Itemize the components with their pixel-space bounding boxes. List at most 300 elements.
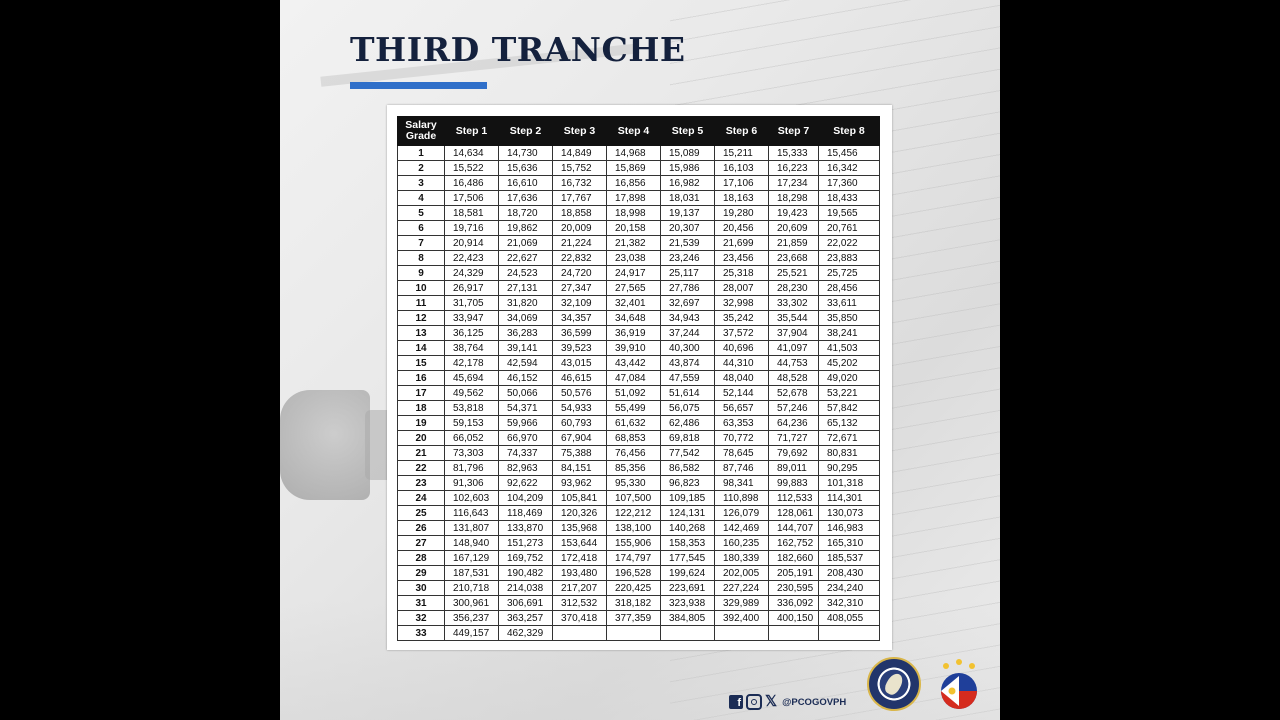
- salary-cell: 38,241: [819, 326, 880, 341]
- salary-cell: 87,746: [715, 461, 769, 476]
- salary-cell: 185,537: [819, 551, 880, 566]
- table-row: [398, 521, 880, 536]
- table-row: [398, 626, 880, 641]
- header-step-2: Step 2: [499, 117, 553, 146]
- salary-cell: 54,371: [499, 401, 553, 416]
- page-title: THIRD TRANCHE: [350, 30, 686, 69]
- salary-cell: 20,914: [445, 236, 499, 251]
- salary-cell: 43,015: [553, 356, 607, 371]
- instagram-icon: [746, 694, 762, 710]
- salary-cell: 356,237: [445, 611, 499, 626]
- seal-quill-icon: [882, 671, 905, 697]
- salary-cell: 36,599: [553, 326, 607, 341]
- salary-cell: 54,933: [553, 401, 607, 416]
- grade-cell: 14: [398, 341, 445, 356]
- salary-cell: 214,038: [499, 581, 553, 596]
- salary-cell: 47,084: [607, 371, 661, 386]
- salary-cell: 65,132: [819, 416, 880, 431]
- social-handle: @PCOGOVPH: [782, 696, 847, 708]
- header-step-8: Step 8: [819, 117, 880, 146]
- salary-cell: 306,691: [499, 596, 553, 611]
- table-row: [398, 236, 880, 251]
- salary-cell: 48,528: [769, 371, 819, 386]
- salary-cell: 96,823: [661, 476, 715, 491]
- salary-cell: 32,109: [553, 296, 607, 311]
- salary-cell: 208,430: [819, 566, 880, 581]
- salary-cell: 300,961: [445, 596, 499, 611]
- salary-cell: 38,764: [445, 341, 499, 356]
- salary-cell: 124,131: [661, 506, 715, 521]
- table-row: [398, 296, 880, 311]
- salary-cell: 174,797: [607, 551, 661, 566]
- grade-cell: 27: [398, 536, 445, 551]
- salary-cell: 15,333: [769, 146, 819, 161]
- salary-cell: 19,137: [661, 206, 715, 221]
- salary-cell: 39,910: [607, 341, 661, 356]
- grade-cell: 21: [398, 446, 445, 461]
- salary-cell: 73,303: [445, 446, 499, 461]
- grade-cell: 19: [398, 416, 445, 431]
- salary-cell: 144,707: [769, 521, 819, 536]
- salary-cell: 24,523: [499, 266, 553, 281]
- philippine-flag-logo: [932, 658, 986, 710]
- salary-cell: 120,326: [553, 506, 607, 521]
- salary-cell: 146,983: [819, 521, 880, 536]
- salary-cell: 131,807: [445, 521, 499, 536]
- salary-cell: 27,786: [661, 281, 715, 296]
- salary-cell: 234,240: [819, 581, 880, 596]
- salary-cell: 23,038: [607, 251, 661, 266]
- salary-cell: 33,947: [445, 311, 499, 326]
- table-row: [398, 416, 880, 431]
- table-row: [398, 446, 880, 461]
- salary-cell: 37,904: [769, 326, 819, 341]
- salary-cell: 41,503: [819, 341, 880, 356]
- salary-cell: 230,595: [769, 581, 819, 596]
- salary-cell: 35,544: [769, 311, 819, 326]
- salary-cell: 151,273: [499, 536, 553, 551]
- salary-cell: 153,644: [553, 536, 607, 551]
- grade-cell: 4: [398, 191, 445, 206]
- salary-cell: 21,224: [553, 236, 607, 251]
- grade-cell: 33: [398, 626, 445, 641]
- salary-cell: 400,150: [769, 611, 819, 626]
- grade-cell: 7: [398, 236, 445, 251]
- salary-cell: 18,298: [769, 191, 819, 206]
- salary-cell: 18,031: [661, 191, 715, 206]
- infographic-panel: [280, 0, 1000, 720]
- grade-cell: 9: [398, 266, 445, 281]
- salary-cell: 31,705: [445, 296, 499, 311]
- salary-cell: 75,388: [553, 446, 607, 461]
- salary-cell: 126,079: [715, 506, 769, 521]
- salary-cell: 22,423: [445, 251, 499, 266]
- salary-cell: 82,963: [499, 461, 553, 476]
- salary-cell: 187,531: [445, 566, 499, 581]
- salary-cell: 312,532: [553, 596, 607, 611]
- salary-cell: 27,347: [553, 281, 607, 296]
- grade-cell: 31: [398, 596, 445, 611]
- header-step-6: Step 6: [715, 117, 769, 146]
- table-row: [398, 431, 880, 446]
- salary-cell: 15,211: [715, 146, 769, 161]
- salary-cell: 68,853: [607, 431, 661, 446]
- salary-cell: 25,117: [661, 266, 715, 281]
- salary-cell: 102,603: [445, 491, 499, 506]
- salary-cell: 110,898: [715, 491, 769, 506]
- salary-cell: 180,339: [715, 551, 769, 566]
- facebook-icon: f: [729, 695, 743, 709]
- salary-cell: 56,075: [661, 401, 715, 416]
- salary-cell: 70,772: [715, 431, 769, 446]
- table-row: [398, 311, 880, 326]
- salary-cell: 220,425: [607, 581, 661, 596]
- salary-cell: 160,235: [715, 536, 769, 551]
- salary-cell: 148,940: [445, 536, 499, 551]
- salary-cell: 66,970: [499, 431, 553, 446]
- salary-cell: 384,805: [661, 611, 715, 626]
- salary-cell: 17,360: [819, 176, 880, 191]
- salary-cell: 16,732: [553, 176, 607, 191]
- salary-cell: 77,542: [661, 446, 715, 461]
- salary-cell: 63,353: [715, 416, 769, 431]
- salary-cell: 162,752: [769, 536, 819, 551]
- salary-cell: 26,917: [445, 281, 499, 296]
- salary-cell: 33,611: [819, 296, 880, 311]
- salary-cell: 51,092: [607, 386, 661, 401]
- grade-cell: 17: [398, 386, 445, 401]
- salary-cell: 59,153: [445, 416, 499, 431]
- salary-cell: 57,246: [769, 401, 819, 416]
- grade-cell: 16: [398, 371, 445, 386]
- salary-cell: 101,318: [819, 476, 880, 491]
- grade-cell: 2: [398, 161, 445, 176]
- table-row: [398, 551, 880, 566]
- salary-cell: 19,862: [499, 221, 553, 236]
- salary-cell: 86,582: [661, 461, 715, 476]
- table-row: [398, 281, 880, 296]
- salary-cell: 21,069: [499, 236, 553, 251]
- salary-cell: 14,730: [499, 146, 553, 161]
- salary-cell: 323,938: [661, 596, 715, 611]
- salary-cell: 34,357: [553, 311, 607, 326]
- salary-cell: 91,306: [445, 476, 499, 491]
- salary-cell: 34,069: [499, 311, 553, 326]
- salary-cell: 15,986: [661, 161, 715, 176]
- salary-cell: 61,632: [607, 416, 661, 431]
- salary-cell: 44,310: [715, 356, 769, 371]
- salary-cell: 20,761: [819, 221, 880, 236]
- salary-cell: 14,849: [553, 146, 607, 161]
- salary-cell: 27,131: [499, 281, 553, 296]
- salary-cell: 17,234: [769, 176, 819, 191]
- salary-cell: 21,382: [607, 236, 661, 251]
- salary-cell: 190,482: [499, 566, 553, 581]
- salary-cell: 27,565: [607, 281, 661, 296]
- salary-cell: 130,073: [819, 506, 880, 521]
- table-row: [398, 341, 880, 356]
- grade-cell: 13: [398, 326, 445, 341]
- salary-cell: 45,202: [819, 356, 880, 371]
- salary-cell: 33,302: [769, 296, 819, 311]
- salary-cell: 217,207: [553, 581, 607, 596]
- header-step-3: Step 3: [553, 117, 607, 146]
- salary-cell: 18,163: [715, 191, 769, 206]
- salary-cell: 22,832: [553, 251, 607, 266]
- salary-cell: 138,100: [607, 521, 661, 536]
- table-row: [398, 266, 880, 281]
- salary-cell: 48,040: [715, 371, 769, 386]
- salary-cell: 19,423: [769, 206, 819, 221]
- grade-cell: 1: [398, 146, 445, 161]
- salary-cell: 15,456: [819, 146, 880, 161]
- salary-cell: 46,152: [499, 371, 553, 386]
- grade-cell: 20: [398, 431, 445, 446]
- salary-cell: 202,005: [715, 566, 769, 581]
- salary-cell: 92,622: [499, 476, 553, 491]
- salary-cell: 15,636: [499, 161, 553, 176]
- salary-cell: 98,341: [715, 476, 769, 491]
- salary-cell: 449,157: [445, 626, 499, 641]
- salary-cell: 59,966: [499, 416, 553, 431]
- table-row: [398, 326, 880, 341]
- salary-cell: 172,418: [553, 551, 607, 566]
- salary-cell: 74,337: [499, 446, 553, 461]
- grade-cell: 3: [398, 176, 445, 191]
- salary-cell: 43,442: [607, 356, 661, 371]
- table-row: [398, 491, 880, 506]
- background-gavel-head: [280, 390, 370, 500]
- header-step-1: Step 1: [445, 117, 499, 146]
- salary-cell: 99,883: [769, 476, 819, 491]
- salary-cell: 80,831: [819, 446, 880, 461]
- salary-cell: 62,486: [661, 416, 715, 431]
- salary-cell: 19,280: [715, 206, 769, 221]
- salary-cell: 78,645: [715, 446, 769, 461]
- salary-cell: 128,061: [769, 506, 819, 521]
- salary-cell: 72,671: [819, 431, 880, 446]
- salary-cell: 35,850: [819, 311, 880, 326]
- salary-cell: 223,691: [661, 581, 715, 596]
- table-row: [398, 401, 880, 416]
- table-row: [398, 506, 880, 521]
- grade-cell: 30: [398, 581, 445, 596]
- table-row: [398, 476, 880, 491]
- salary-cell: 39,141: [499, 341, 553, 356]
- salary-cell: 52,144: [715, 386, 769, 401]
- grade-cell: 5: [398, 206, 445, 221]
- header-step-5: Step 5: [661, 117, 715, 146]
- salary-cell: 15,869: [607, 161, 661, 176]
- salary-cell: 109,185: [661, 491, 715, 506]
- salary-cell: 39,523: [553, 341, 607, 356]
- table-row: [398, 206, 880, 221]
- header-step-7: Step 7: [769, 117, 819, 146]
- salary-cell: 85,356: [607, 461, 661, 476]
- salary-cell: 169,752: [499, 551, 553, 566]
- grade-cell: 28: [398, 551, 445, 566]
- grade-cell: 18: [398, 401, 445, 416]
- salary-cell: 71,727: [769, 431, 819, 446]
- table-row: [398, 566, 880, 581]
- salary-cell: 16,103: [715, 161, 769, 176]
- table-row: [398, 386, 880, 401]
- salary-cell: 31,820: [499, 296, 553, 311]
- salary-cell: 90,295: [819, 461, 880, 476]
- salary-cell: 227,224: [715, 581, 769, 596]
- salary-cell: 140,268: [661, 521, 715, 536]
- salary-cell: 28,230: [769, 281, 819, 296]
- grade-cell: 29: [398, 566, 445, 581]
- salary-cell: 60,793: [553, 416, 607, 431]
- salary-cell: 15,089: [661, 146, 715, 161]
- salary-cell: 177,545: [661, 551, 715, 566]
- salary-schedule-table: [397, 116, 880, 641]
- salary-cell: 22,627: [499, 251, 553, 266]
- salary-cell: 118,469: [499, 506, 553, 521]
- salary-cell: 50,066: [499, 386, 553, 401]
- salary-cell: 17,506: [445, 191, 499, 206]
- salary-cell: 16,856: [607, 176, 661, 191]
- salary-cell: 53,221: [819, 386, 880, 401]
- salary-cell: 122,212: [607, 506, 661, 521]
- salary-cell: 114,301: [819, 491, 880, 506]
- salary-cell: 84,151: [553, 461, 607, 476]
- salary-cell: [661, 626, 715, 641]
- salary-cell: 69,818: [661, 431, 715, 446]
- title-underline: [350, 82, 487, 89]
- grade-cell: 15: [398, 356, 445, 371]
- salary-cell: 57,842: [819, 401, 880, 416]
- salary-cell: 40,696: [715, 341, 769, 356]
- grade-cell: 12: [398, 311, 445, 326]
- salary-cell: 135,968: [553, 521, 607, 536]
- salary-cell: 105,841: [553, 491, 607, 506]
- salary-cell: 36,919: [607, 326, 661, 341]
- salary-cell: 165,310: [819, 536, 880, 551]
- salary-cell: 41,097: [769, 341, 819, 356]
- table-row: [398, 161, 880, 176]
- salary-cell: 22,022: [819, 236, 880, 251]
- grade-cell: 26: [398, 521, 445, 536]
- salary-cell: 81,796: [445, 461, 499, 476]
- salary-cell: 392,400: [715, 611, 769, 626]
- salary-cell: [553, 626, 607, 641]
- salary-cell: 25,318: [715, 266, 769, 281]
- salary-cell: 76,456: [607, 446, 661, 461]
- table-row: [398, 176, 880, 191]
- salary-cell: 18,858: [553, 206, 607, 221]
- salary-cell: 20,158: [607, 221, 661, 236]
- salary-cell: 32,401: [607, 296, 661, 311]
- salary-cell: 370,418: [553, 611, 607, 626]
- salary-cell: 25,521: [769, 266, 819, 281]
- salary-cell: 66,052: [445, 431, 499, 446]
- salary-cell: 46,615: [553, 371, 607, 386]
- salary-cell: 67,904: [553, 431, 607, 446]
- salary-cell: 42,594: [499, 356, 553, 371]
- grade-cell: 25: [398, 506, 445, 521]
- salary-cell: 20,609: [769, 221, 819, 236]
- salary-cell: 32,697: [661, 296, 715, 311]
- table-row: [398, 251, 880, 266]
- salary-cell: 408,055: [819, 611, 880, 626]
- salary-cell: 182,660: [769, 551, 819, 566]
- salary-cell: [607, 626, 661, 641]
- salary-cell: 16,486: [445, 176, 499, 191]
- salary-cell: 462,329: [499, 626, 553, 641]
- salary-cell: 34,648: [607, 311, 661, 326]
- salary-cell: 20,009: [553, 221, 607, 236]
- salary-cell: 35,242: [715, 311, 769, 326]
- table-row: [398, 356, 880, 371]
- salary-cell: 17,636: [499, 191, 553, 206]
- salary-cell: 17,106: [715, 176, 769, 191]
- grade-cell: 23: [398, 476, 445, 491]
- grade-cell: 10: [398, 281, 445, 296]
- salary-cell: 32,998: [715, 296, 769, 311]
- salary-cell: 14,968: [607, 146, 661, 161]
- salary-cell: 16,982: [661, 176, 715, 191]
- salary-cell: 15,522: [445, 161, 499, 176]
- salary-cell: 18,581: [445, 206, 499, 221]
- table-row: [398, 221, 880, 236]
- salary-cell: 16,223: [769, 161, 819, 176]
- social-footer: [729, 694, 846, 710]
- salary-cell: 158,353: [661, 536, 715, 551]
- salary-cell: 17,767: [553, 191, 607, 206]
- table-row: [398, 461, 880, 476]
- salary-cell: 199,624: [661, 566, 715, 581]
- table-row: [398, 536, 880, 551]
- salary-cell: 37,572: [715, 326, 769, 341]
- table-header-row: [398, 117, 880, 146]
- salary-cell: 18,998: [607, 206, 661, 221]
- table-row: [398, 191, 880, 206]
- salary-cell: 24,720: [553, 266, 607, 281]
- salary-cell: [715, 626, 769, 641]
- salary-cell: 24,917: [607, 266, 661, 281]
- salary-cell: 47,559: [661, 371, 715, 386]
- salary-cell: 56,657: [715, 401, 769, 416]
- header-salary-grade: Salary Grade: [398, 117, 445, 146]
- salary-cell: 21,539: [661, 236, 715, 251]
- salary-cell: 50,576: [553, 386, 607, 401]
- salary-cell: 23,456: [715, 251, 769, 266]
- table-row: [398, 581, 880, 596]
- salary-cell: 36,283: [499, 326, 553, 341]
- salary-cell: 43,874: [661, 356, 715, 371]
- salary-cell: 25,725: [819, 266, 880, 281]
- salary-cell: 196,528: [607, 566, 661, 581]
- salary-cell: 342,310: [819, 596, 880, 611]
- salary-cell: 363,257: [499, 611, 553, 626]
- grade-cell: 22: [398, 461, 445, 476]
- salary-cell: 329,989: [715, 596, 769, 611]
- table-body: [398, 146, 880, 641]
- salary-cell: 23,246: [661, 251, 715, 266]
- salary-cell: 18,433: [819, 191, 880, 206]
- salary-cell: 79,692: [769, 446, 819, 461]
- salary-cell: 142,469: [715, 521, 769, 536]
- salary-cell: 20,307: [661, 221, 715, 236]
- salary-cell: 193,480: [553, 566, 607, 581]
- salary-cell: 107,500: [607, 491, 661, 506]
- salary-cell: 336,092: [769, 596, 819, 611]
- salary-cell: 18,720: [499, 206, 553, 221]
- table-card: [387, 105, 892, 650]
- salary-cell: 16,342: [819, 161, 880, 176]
